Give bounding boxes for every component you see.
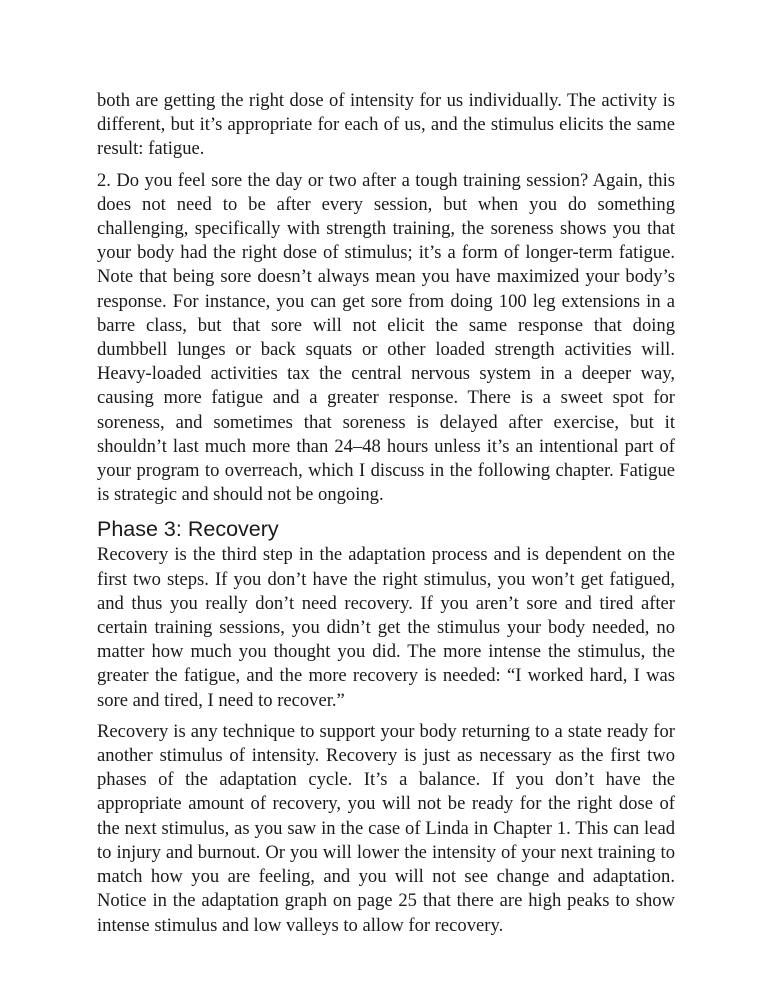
book-page (97, 89, 675, 938)
paragraph-intensity-continuation: both are getting the right dose of intensity for us individually. The activity is different, but it’s appropriate for each of us, and the stimulus elicits the same result: fatigue. (97, 90, 675, 160)
paragraph-recovery-definition: Recovery is any technique to support your body returning to a state ready for another stimulus of intensity. Recovery is just as necessary as the first two phases of the adaptation cycle. It’s a balance. If you don’t have the appropriate amount of recovery, you will not be ready for the right dose of the next stimulus, as you saw in the case of Linda in Chapter 1. This can lead to injury and burnout. Or you will lower the intensity of your next training to match how you are feeling, and you will not see change and adaptation. Notice in the adaptation graph on page 25 that there are high peaks to show intense stimulus and low valleys to allow for recovery. (97, 720, 675, 936)
paragraph-soreness: 2. Do you feel sore the day or two after a tough training session? Again, this does not need to be after every session, but when you do something challenging, specifically with strength training, the soreness shows you that your body had the right dose of stimulus; it’s a form of longer-term fatigue. Note that being sore doesn’t always mean you have maximized your body’s response. For instance, you can get sore from doing 100 leg extensions in a barre class, but that sore will not elicit the same response that doing dumbbell lunges or back squats or other loaded strength activities will. Heavy-loaded activities tax the central nervous system in a deeper way, causing more fatigue and a greater response. There is a sweet spot for soreness, and sometimes that soreness is delayed after exercise, but it shouldn’t last much more than 24–48 hours unless it’s an intentional part of your program to overreach, which I discuss in the following chapter. Fatigue is strategic and should not be ongoing. (97, 169, 675, 506)
section-heading-recovery: Phase 3: Recovery (97, 517, 279, 542)
paragraph-recovery-intro: Recovery is the third step in the adaptation process and is dependent on the first two steps. If you don’t have the right stimulus, you won’t get fatigued, and thus you really don’t need recovery. If you aren’t sore and tired after certain training sessions, you didn’t get the stimulus your body needed, no matter how much you thought you did. The more intense the stimulus, the greater the fatigue, and the more recovery is needed: “I worked hard, I was sore and tired, I need to recover.” (97, 544, 675, 711)
